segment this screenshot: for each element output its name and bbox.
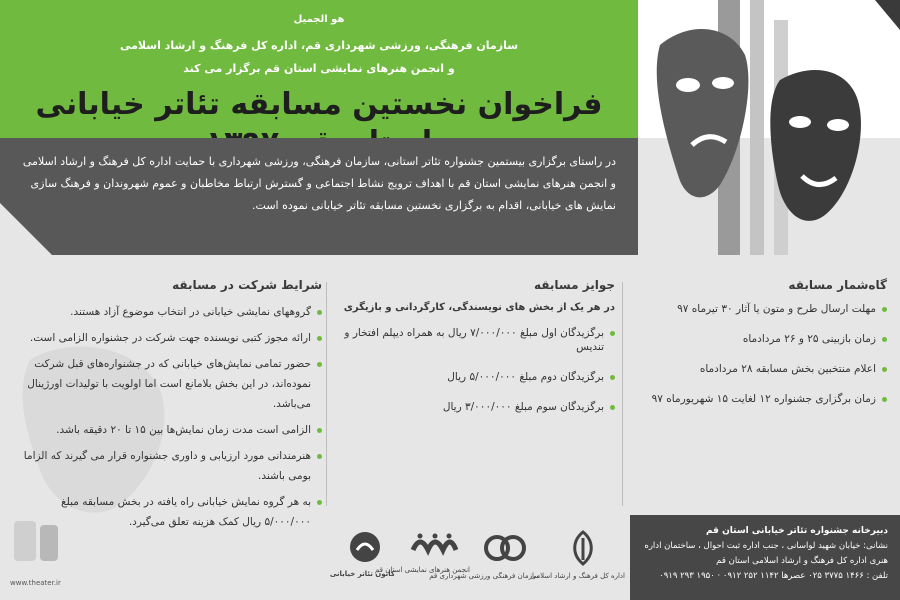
timeline-item-text: اعلام منتخبین بخش مسابقه ۲۸ مردادماه xyxy=(699,363,876,375)
theater-site-watermark xyxy=(6,515,76,595)
timeline-item-text: زمان بازبینی ۲۵ و ۲۶ مردادماه xyxy=(742,333,876,345)
kanoon-logo xyxy=(329,530,395,590)
list-item xyxy=(625,302,887,316)
conditions-section xyxy=(22,278,322,538)
list-item xyxy=(625,362,887,376)
secretariat-address: نشانی: خیابان شهید لواسانی ، جنب اداره ثبت احوال ، ساختمان اداره هنری اداره کل فرهنگ و ارشاد اسلامی استان قم xyxy=(644,541,888,566)
page-title: فراخوان نخستین مسابقه تئاتر خیابانی xyxy=(35,87,603,122)
condition-item-text: گروههای نمایشی خیابانی در انتخاب موضوع آزاد هستند. xyxy=(70,306,311,318)
conditions-heading: شرایط شرکت در مسابقه xyxy=(172,278,322,292)
timeline-item-text: زمان برگزاری جشنواره ۱۲ لغایت ۱۵ شهریورماه ۹۷ xyxy=(651,393,876,405)
bullet-icon xyxy=(882,397,887,402)
prize-item-text: برگزیدگان سوم مبلغ ۳/۰۰۰/۰۰۰ ریال xyxy=(442,401,604,413)
list-item xyxy=(22,328,322,348)
anjoman-logo-caption: انجمن هنرهای نمایشی استان قم xyxy=(374,566,470,574)
anjoman-logo xyxy=(374,530,470,590)
column-divider xyxy=(622,282,623,506)
anjoman-emblem-icon xyxy=(408,530,458,560)
emblem-icon xyxy=(563,530,603,566)
bullet-icon xyxy=(317,428,322,433)
column-divider xyxy=(326,282,327,506)
list-item xyxy=(625,392,887,406)
sazman-emblem-icon xyxy=(483,530,527,566)
list-item xyxy=(625,332,887,346)
bullet-icon xyxy=(882,367,887,372)
bullet-icon xyxy=(610,331,615,336)
list-item xyxy=(22,420,322,440)
bullet-icon xyxy=(882,337,887,342)
condition-item-text: ارائه مجوز کتبی نویسنده جهت شرکت در جشنواره الزامی است. xyxy=(29,332,311,344)
timeline-item-text: مهلت ارسال طرح و متون یا آثار ۳۰ تیرماه ۹۷ xyxy=(677,303,876,315)
bullet-icon xyxy=(610,375,615,380)
list-item xyxy=(330,400,615,414)
secretariat-footer xyxy=(630,515,900,600)
list-item xyxy=(22,302,322,322)
condition-item-text: به هر گروه نمایش خیابانی راه یافته در بخش مسابقه مبلغ ۵/۰۰۰/۰۰۰ ریال کمک هزینه تعلق می‌گیرد. xyxy=(61,496,311,528)
bullet-icon xyxy=(317,362,322,367)
list-item xyxy=(22,354,322,414)
sazman-logo-caption: سازمان فرهنگی ورزشی شهرداری قم xyxy=(429,572,540,580)
bullet-icon xyxy=(317,310,322,315)
watermark-url: www.theater.ir xyxy=(10,579,61,587)
list-item xyxy=(330,326,615,354)
bullet-icon xyxy=(317,454,322,459)
ershad-logo-caption: اداره کل فرهنگ و ارشاد اسلامی xyxy=(530,572,625,580)
list-item xyxy=(22,446,322,486)
secretariat-title: دبیرخانه جشنواره تئاتر خیابانی استان قم xyxy=(706,526,888,536)
prize-item-text: برگزیدگان اول مبلغ ۷/۰۰۰/۰۰۰ ریال به همراه دیپلم افتخار و تندیس xyxy=(344,327,604,353)
prizes-subheading: در هر یک از بخش های نویسندگی، کارگردانی و بازیگری xyxy=(343,302,615,313)
list-item xyxy=(330,370,615,384)
kanoon-emblem-icon xyxy=(348,530,382,564)
header-banner xyxy=(0,0,638,138)
condition-item-text: الزامی است مدت زمان نمایش‌ها بین ۱۵ تا ۲۰ دقیقه باشد. xyxy=(56,424,311,436)
bullet-icon xyxy=(317,500,322,505)
timeline-section xyxy=(625,278,887,422)
theater-site-logo-icon xyxy=(6,515,66,570)
bullet-icon xyxy=(610,405,615,410)
bullet-icon xyxy=(317,336,322,341)
prize-item-text: برگزیدگان دوم مبلغ ۵/۰۰۰/۰۰۰ ریال xyxy=(447,371,604,383)
prizes-section xyxy=(330,278,615,430)
condition-item-text: حضور تمامی نمایش‌های خیابانی که در جشنواره‌های قبل شرکت نموده‌اند، در این بخش بلامانع است اما اولویت با تولیدات اورژینال می‌باشد. xyxy=(27,358,311,410)
bullet-icon xyxy=(882,307,887,312)
secretariat-phone: تلفن : ۱۴۶۶ ۳۷۷۵ ۰۲۵ عصرها ۱۱۴۲ ۲۵۲ ۰۹۱۲ · ۱۹۵۰ ۲۹۳ ۰۹۱۹ xyxy=(659,571,888,581)
intro-corner-cut xyxy=(0,203,52,255)
condition-item-text: هنرمندانی مورد ارزیابی و داوری جشنواره قرار می گیرند که الزاما بومی باشند. xyxy=(23,450,311,482)
kanoon-logo-caption: کانون تئاتر خیابانی xyxy=(329,570,395,578)
theater-masks-icon xyxy=(650,0,900,255)
organizers-line-1: سازمان فرهنگی، ورزشی شهرداری قم، اداره کل فرهنگ و ارشاد اسلامی xyxy=(119,39,519,52)
intro-text: در راستای برگزاری بیستمین جشنواره تئاتر استانی، سازمان فرهنگی، ورزشی شهرداری با حمایت اداره کل فرهنگ و ارشاد اسلامی و انجمن هنرهای نمایشی استان قم با اهداف ترویج نشاط اجتماعی و گسترش ارتباط مخاطبان و عموم شهروندان و فرهنگ سازی نمایش های خیابانی، اقدام به برگزاری نخستین مسابقه تئاتر خیابانی نموده است. xyxy=(22,155,616,212)
sazman-logo xyxy=(429,530,540,590)
invocation-text: هو الجمیل xyxy=(293,14,345,25)
organizers-line-2: و انجمن هنرهای نمایشی استان قم برگزار می کند xyxy=(183,62,455,75)
timeline-heading: گاه‌شمار مسابقه xyxy=(788,278,887,292)
intro-panel xyxy=(0,138,638,255)
ershad-logo xyxy=(530,530,625,590)
prizes-heading: جوایز مسابقه xyxy=(534,278,615,292)
